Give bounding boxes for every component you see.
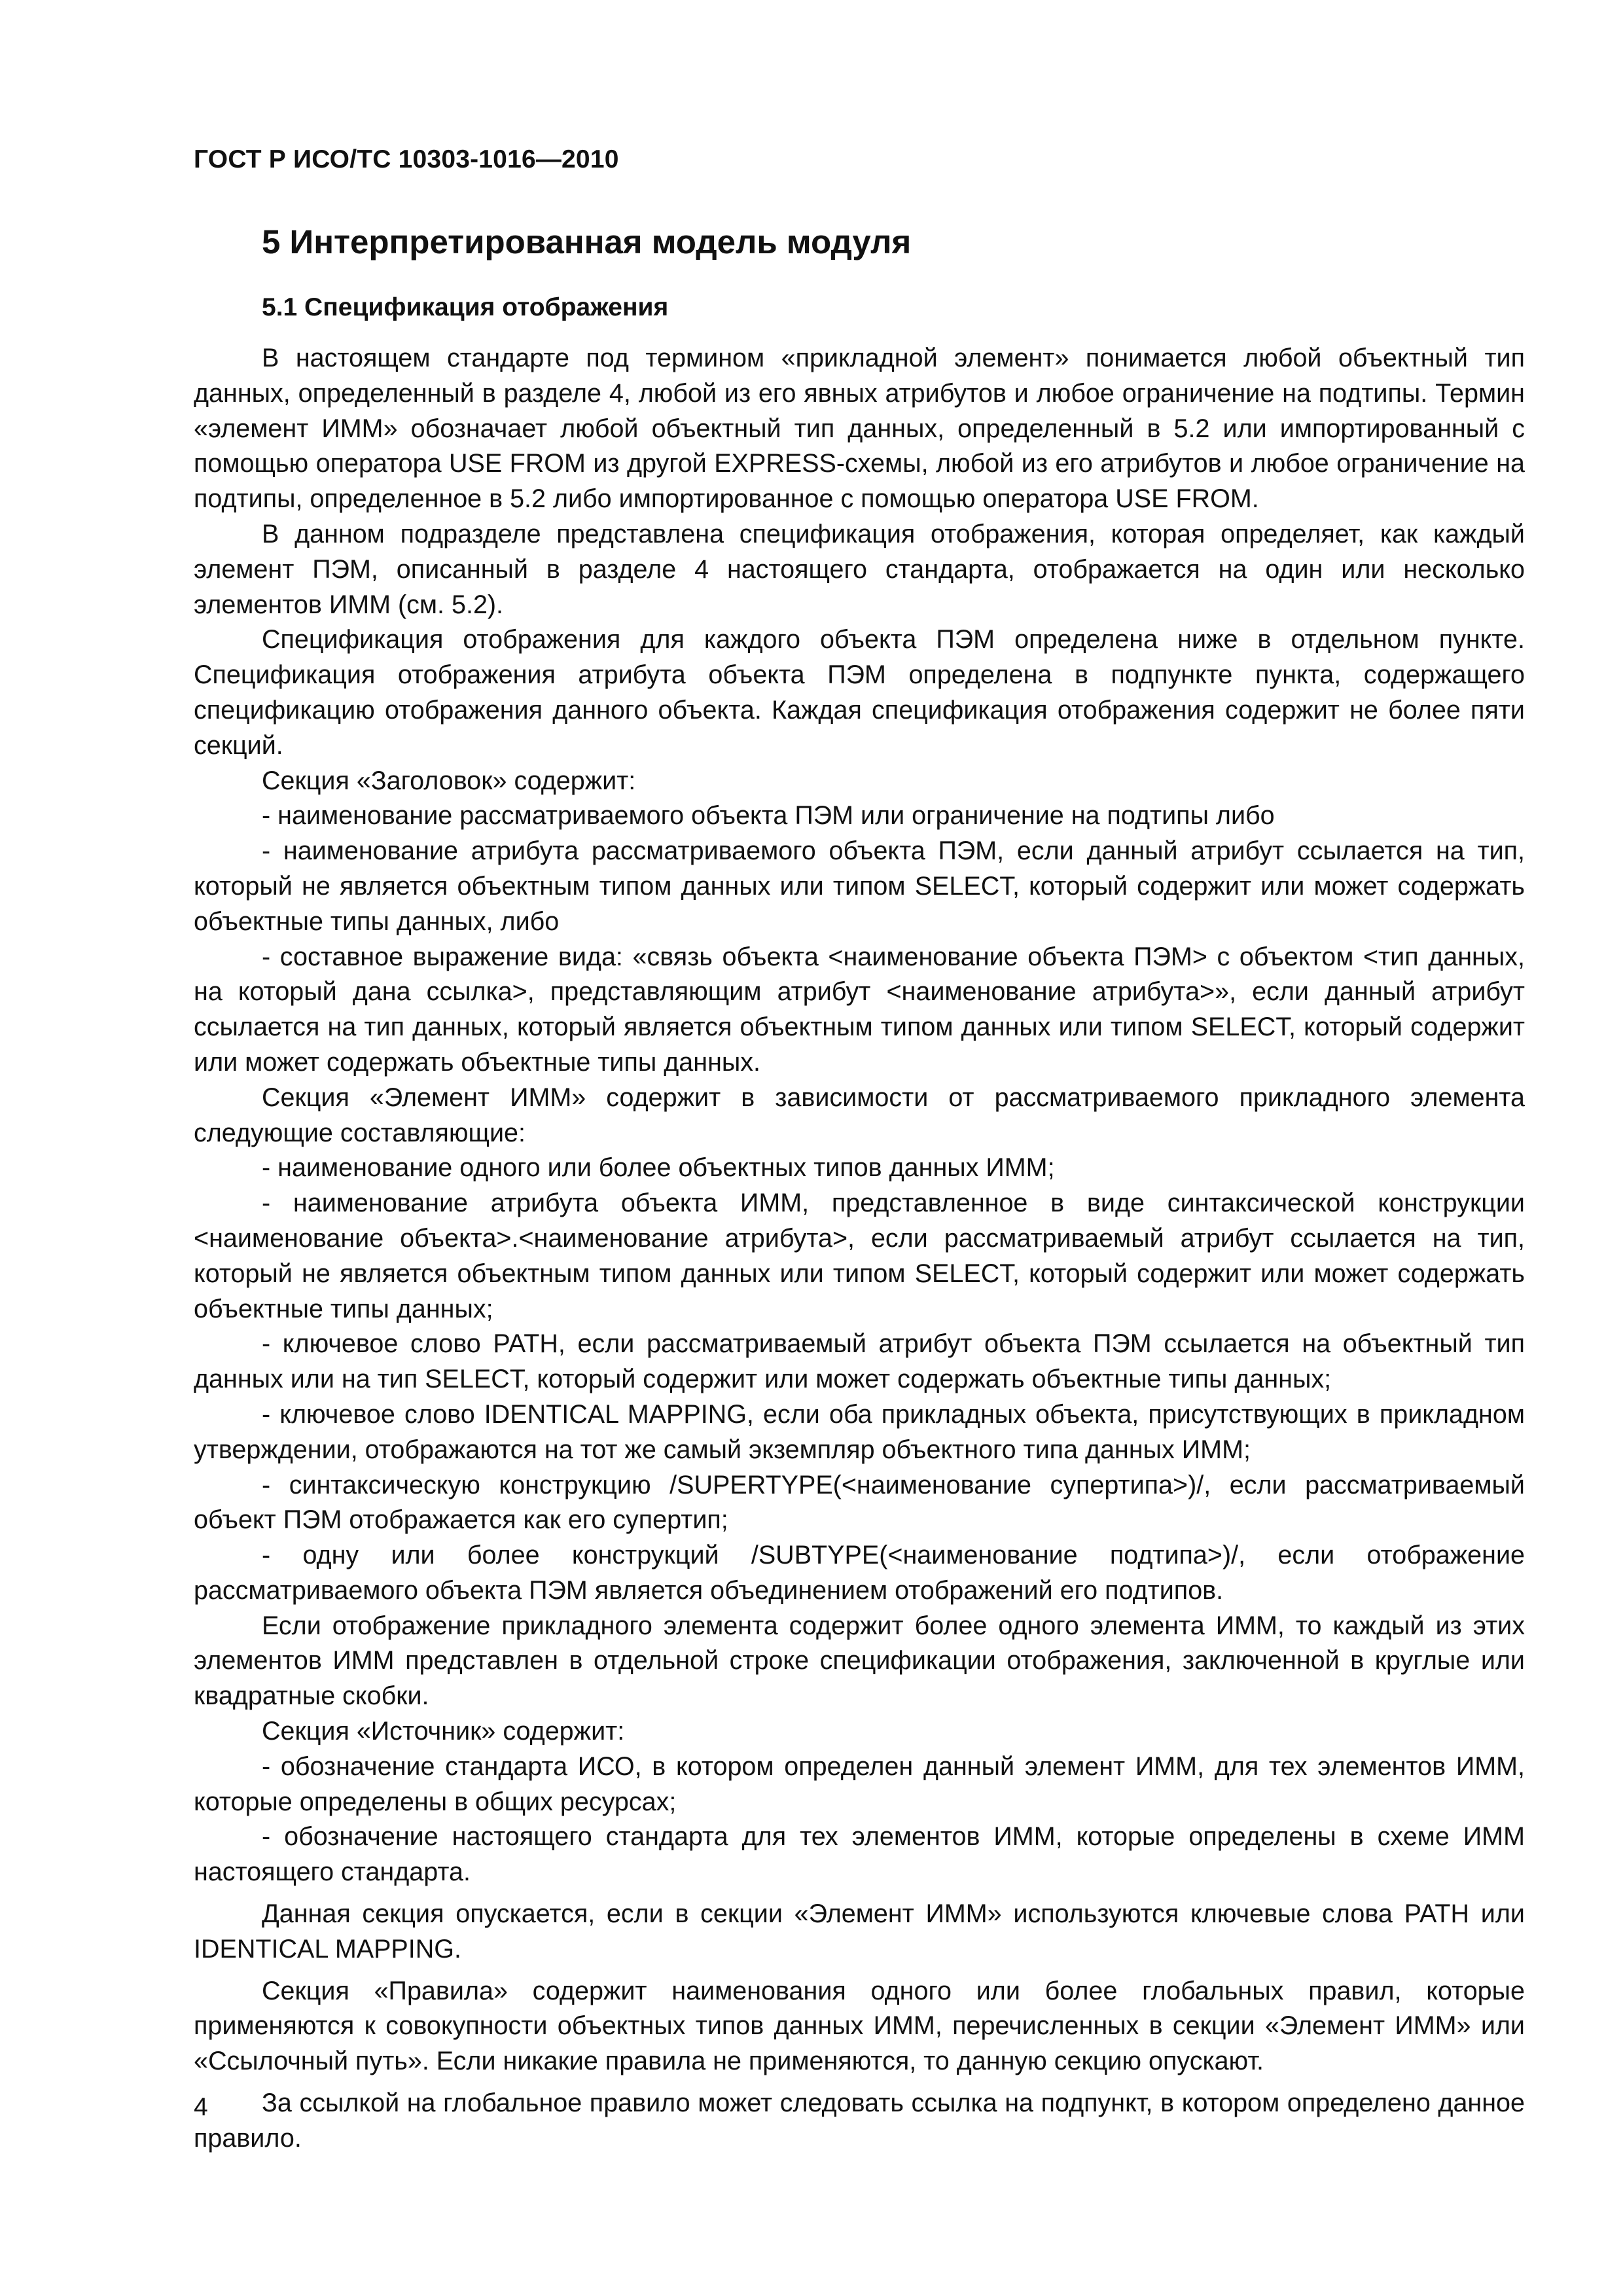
standard-header: ГОСТ Р ИСО/ТС 10303-1016—2010 xyxy=(194,145,619,173)
paragraph: За ссылкой на глобальное правило может следовать ссылка на подпункт, в котором определено данное правило. xyxy=(194,2089,1525,2153)
paragraph: В данном подразделе представлена спецификация отображения, которая определяет, как каждый элемент ПЭМ, описанный в разделе 4 настоящего стандарта, отображается на один или несколько элементов ИММ (см. 5.2). xyxy=(194,519,1525,619)
paragraph: Секция «Правила» содержит наименования одного или более глобальных правил, которые применяются к совокупности объектных типов данных ИММ, перечисленных в секции «Элемент ИММ» или «Ссылочный путь». Если никакие правила не применяются, то данную секцию опускают. xyxy=(194,1976,1525,2076)
paragraph: Секция «Источник» содержит: xyxy=(262,1717,625,1746)
list-item: - ключевое слово IDENTICAL MAPPING, если оба прикладных объекта, присутствующих в прикладном утверждении, отображаются на тот же самый экземпляр объектного типа данных ИММ; xyxy=(194,1399,1525,1464)
list-item: - синтаксическую конструкцию /SUPERTYPE(<наименование супертипа>)/, если рассматриваемый объект ПЭМ отображается как его супертип; xyxy=(194,1470,1525,1535)
list-item: - наименование атрибута рассматриваемого объекта ПЭМ, если данный атрибут ссылается на тип, который не является объектным типом данных или типом SELECT, который содержит или может содержать объектные типы данных, либо xyxy=(194,836,1525,936)
list-item: - обозначение стандарта ИСО, в котором определен данный элемент ИММ, для тех элементов ИММ, которые определены в общих ресурсах; xyxy=(194,1751,1525,1816)
page-number: 4 xyxy=(194,2093,208,2121)
subsection-title: 5.1 Спецификация отображения xyxy=(262,293,669,321)
paragraph: Данная секция опускается, если в секции «Элемент ИММ» используются ключевые слова PATH или IDENTICAL MAPPING. xyxy=(194,1899,1525,1964)
paragraph: Спецификация отображения для каждого объекта ПЭМ определена ниже в отдельном пункте. Спецификация отображения атрибута объекта ПЭМ определена в подпункте пункта, содержащего спецификацию отображения данного объекта. Каждая спецификация отображения содержит не более пяти секций. xyxy=(194,625,1525,760)
list-item: - составное выражение вида: «связь объекта <наименование объекта ПЭМ> с объектом <тип данных, на который дана ссылка>, представляющим атрибут <наименование атрибута>», если данный атрибут ссылается на тип данных, который является объектным типом данных или типом SELECT, который содержит или может содержать объектные типы данных. xyxy=(194,942,1525,1077)
body-text xyxy=(194,341,1525,2157)
paragraph: Если отображение прикладного элемента содержит более одного элемента ИММ, то каждый из этих элементов ИММ представлен в отдельной строке спецификации отображения, заключенной в круглые или квадратные скобки. xyxy=(194,1611,1525,1711)
paragraph: Секция «Заголовок» содержит: xyxy=(262,766,636,795)
section-title: 5 Интерпретированная модель модуля xyxy=(262,223,912,260)
list-item: - обозначение настоящего стандарта для тех элементов ИММ, которые определены в схеме ИММ настоящего стандарта. xyxy=(194,1822,1525,1887)
list-item: - одну или более конструкций /SUBTYPE(<наименование подтипа>)/, если отображение рассматриваемого объекта ПЭМ является объединением отображений его подтипов. xyxy=(194,1541,1525,1605)
list-item: - наименование рассматриваемого объекта ПЭМ или ограничение на подтипы либо xyxy=(262,801,1275,831)
list-item: - наименование одного или более объектных типов данных ИММ; xyxy=(262,1153,1055,1183)
paragraph: Секция «Элемент ИММ» содержит в зависимости от рассматриваемого прикладного элемента следующие составляющие: xyxy=(194,1083,1525,1147)
paragraph: В настоящем стандарте под термином «прикладной элемент» понимается любой объектный тип данных, определенный в разделе 4, любой из его явных атрибутов и любое ограничение на подтипы. Термин «элемент ИММ» обозначает любой объектный тип данных, определенный в 5.2 или импортированный с помощью оператора USE FROM из другой EXPRESS-схемы, любой из его атрибутов и любое ограничение на подтипы, определенное в 5.2 либо импортированное с помощью оператора USE FROM. xyxy=(194,344,1525,514)
list-item: - ключевое слово PATH, если рассматриваемый атрибут объекта ПЭМ ссылается на объектный тип данных или на тип SELECT, который содержит или может содержать объектные типы данных; xyxy=(194,1329,1525,1394)
list-item: - наименование атрибута объекта ИММ, представленное в виде синтаксической конструкции <наименование объекта>.<наименование атрибута>, если рассматриваемый атрибут ссылается на тип, который не является объектным типом данных или типом SELECT, который содержит или может содержать объектные типы данных; xyxy=(194,1189,1525,1323)
